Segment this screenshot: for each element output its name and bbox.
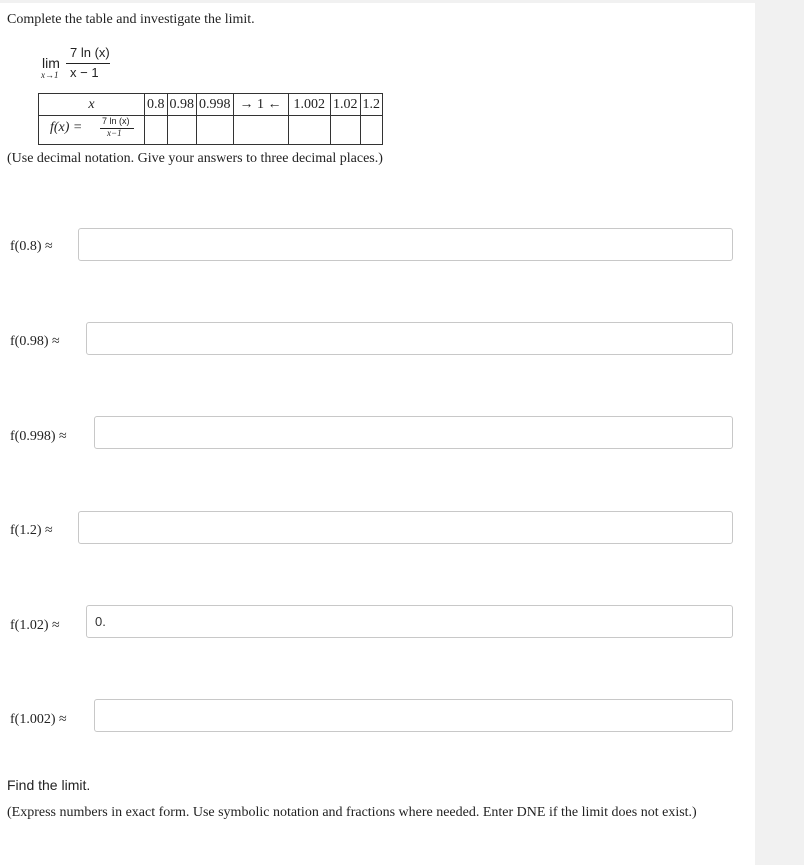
top-border [0,0,755,3]
table-cell [197,116,234,145]
table-col-1.02: 1.02 [331,94,361,116]
fx-lhs: f(x) = [50,120,83,135]
table-col-1.2: 1.2 [360,94,383,116]
question-label-f-1.2: f(1.2) ≈ [10,523,53,538]
instructions-text: Complete the table and investigate the limit. [7,12,255,27]
question-label-f-0.98: f(0.98) ≈ [10,334,60,349]
question-label-f-0.998: f(0.998) ≈ [10,429,67,444]
table-cell [288,116,331,145]
table-cell [233,116,288,145]
table-col-1.002: 1.002 [288,94,331,116]
question-label-f-1.02: f(1.02) ≈ [10,618,60,633]
values-table [38,93,383,145]
limit-denominator: x − 1 [70,65,99,80]
limit-numerator: 7 ln (x) [70,45,110,60]
question-label-f-0.8: f(0.8) ≈ [10,239,53,254]
table-col-0.8: 0.8 [145,94,168,116]
table-header-row [39,94,383,116]
table-col-approach: → 1 ← [233,94,288,116]
table-cell [167,116,197,145]
answer-input-f-0.8[interactable] [78,228,733,261]
fx-numerator: 7 ln (x) [102,116,130,126]
fraction-bar [66,63,110,64]
table-x-header: x [39,94,145,116]
table-fx-header [39,116,145,145]
answer-input-f-0.998[interactable] [94,416,733,449]
table-col-0.998: 0.998 [197,94,234,116]
table-cell [360,116,383,145]
answer-input-f-1.02[interactable]: 0. [86,605,733,638]
table-col-0.98: 0.98 [167,94,197,116]
decimal-note: (Use decimal notation. Give your answers to three decimal places.) [7,151,383,166]
answer-input-f-1.002[interactable] [94,699,733,732]
right-gutter [755,0,804,865]
answer-input-f-0.98[interactable] [86,322,733,355]
question-label-f-1.002: f(1.002) ≈ [10,712,67,727]
find-limit-heading: Find the limit. [7,777,91,793]
table-cell [331,116,361,145]
lim-word: lim [42,55,60,71]
table-fx-row [39,116,383,145]
find-limit-note: (Express numbers in exact form. Use symbolic notation and fractions where needed. Enter DNE if the limit does not exist.) [7,805,697,820]
lim-approach: x→1 [41,70,59,80]
table-cell [145,116,168,145]
answer-input-f-1.2[interactable] [78,511,733,544]
fx-denominator: x−1 [107,128,122,138]
